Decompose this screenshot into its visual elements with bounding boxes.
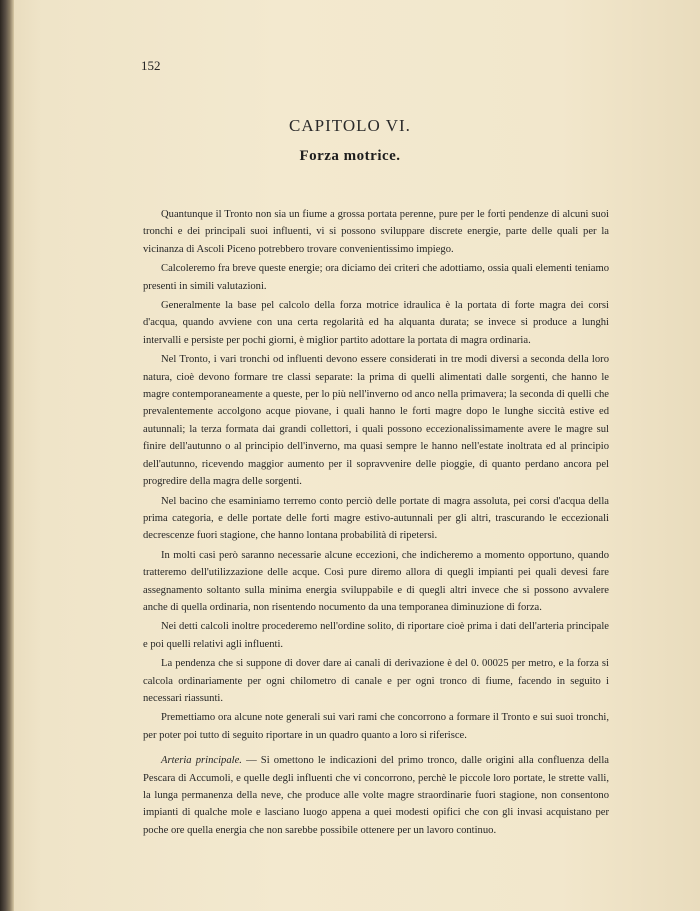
paragraph: La pendenza che si suppone di dover dare ai canali di derivazione è del 0. 00025 per metro, e la forza si calcola ordinariamente per ogni chilometro di canale e per ogni tronco di fiume, facendo in seguito i necessari riassunti. <box>143 658 609 704</box>
body-text <box>143 206 609 841</box>
book-spine <box>0 0 14 911</box>
paragraph: Nel Tronto, i vari tronchi od influenti devono essere considerati in tre modi diversi a seconda della loro natura, cioè devono formare tre classi separate: la prima di quelli alimentati dalle sorgenti, che hanno le magre contemporaneamente a queste, per lo più nell'inverno od anco nella primavera; la seconda di quelli che prevalentemente accolgono acque piovane, i quali hanno le forti magre dopo le lunghe siccità estive ed autunnali; la terza formata dai grandi collettori, i quali possono eccezionalissimamente avere le magre sul finire dell'autunno o al principio dell'inverno, ma quasi sempre le hanno nell'estate inoltrata ed al principio dell'autunno, ricevendo maggior aumento per il sopravvenire delle pioggie, di quanto perdano ancora pel progredire della magra delle sorgenti. <box>143 354 609 488</box>
paragraph: Nei detti calcoli inoltre procederemo nell'ordine solito, di riportare cioè prima i dati dell'arteria principale e poi quelli relativi agli influenti. <box>143 621 609 650</box>
section-paragraph <box>143 752 609 839</box>
page-number: 152 <box>141 58 161 73</box>
paragraph: Nel bacino che esaminiamo terremo conto perciò delle portate di magra assoluta, pei corsi d'acqua della prima categoria, e delle portate delle forti magre estivo-autunnali per gli altri, trascurando le eccezionali decrescenze fuori stagione, che hanno lontana probabilità di ripetersi. <box>143 495 609 542</box>
paragraph: Calcoleremo fra breve queste energie; ora diciamo dei criteri che adottiamo, ossia quali elementi teniamo presenti in simili valutazioni. <box>143 263 609 292</box>
paragraph: Quantunque il Tronto non sia un fiume a grossa portata perenne, pure per le forti pendenze di alcuni suoi tronchi e dei principali suoi influenti, vi si possono sviluppare discrete energie, parte delle quali per la vicinanza di Ascoli Piceno potrebbero trovare convenientissimo impiego. <box>143 209 609 255</box>
chapter-label: CAPITOLO VI. <box>289 116 411 135</box>
paragraph: In molti casi però saranno necessarie alcune eccezioni, che indicheremo a momento opportuno, quando tratteremo dell'utilizzazione delle acque. Così pure diremo allora di quegli impianti pei quali devesi fare assegnamento soltanto sulla minima energia sviluppabile e di quegli altri invece che si possono avvalere anche di quella ordinaria, non risentendo nocumento da una temporanea diminuzione di forza. <box>143 549 609 613</box>
chapter-title: Forza motrice. <box>299 148 401 164</box>
paragraph: Premettiamo ora alcune note generali sui vari rami che concorrono a formare il Tronto e sui suoi tronchi, per poter poi tutto di seguito riportare in un quadro quanto a loro si riferisce. <box>143 712 609 741</box>
section-heading: Arteria principale. <box>161 755 242 767</box>
paragraph: Generalmente la base pel calcolo della forza motrice idraulica è la portata di forte magra dei corsi d'acqua, quando avviene con una certa regolarità ed ha alquanta durata; se invece si produce a lunghi intervalli e persiste per pochi giorni, è miglior partito adottare la portata di magra ordinaria. <box>143 300 609 346</box>
section-text: — Si omettono le indicazioni del primo tronco, dalle origini alla confluenza della Pescara di Accumoli, e quelle degli influenti che vi concorrono, perchè le piccole loro portate, le strette valli, la lunga permanenza della neve, che produce alle volte magre straordinarie fuori stagione, non consentono impianti di qualche mole e lasciano luogo appena a quei modesti opifici che con gli invasi acquistano per poche ore quella energia che non sarebbe possibile ottenere per un lavoro continuo. <box>143 755 609 836</box>
